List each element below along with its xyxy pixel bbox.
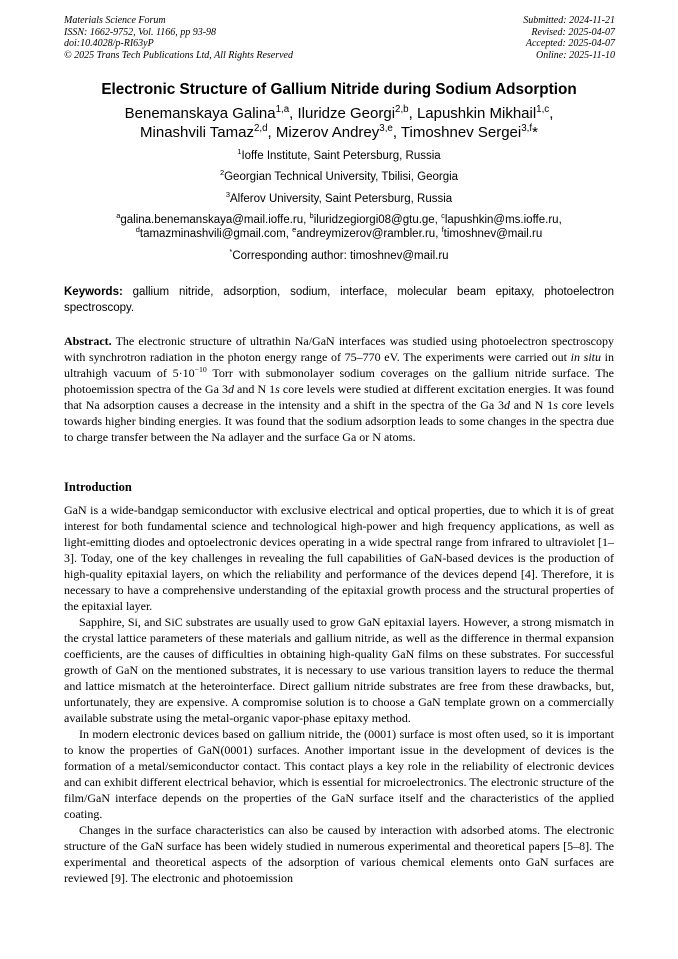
email-link[interactable]: $^f$timoshnev@mail.ru [441, 225, 543, 240]
email-link[interactable]: $^a$galina.benemanskaya@mail.ioffe.ru [116, 211, 304, 226]
paragraph: Sapphire, Si, and SiC substrates are usually used to grow GaN epitaxial layers. However, a strong mismatch in the crystal lattice parameters of these materials and gallium nitride, as well as the difference in thermal expansion coefficients, are the causes of difficulties in obtaining high-quality GaN films on these substrates. For successful growth of GaN on the mentioned substrates, it is necessary to use various transition layers to reduce the thermal and lattice mismatch at the heterointerface. Direct gallium nitride substrates are free from these drawbacks, but, unfortunately, they are expensive. A compromise solution is to choose a GaN template grown on a commercially available substrate using the metal-organic vapor-phase epitaxy method. [64, 615, 614, 725]
journal-info [64, 15, 293, 61]
email-link[interactable]: $^d$tamazminashvili@gmail.com [135, 225, 286, 240]
email-link[interactable]: $^b$iluridzegiorgi08@gtu.ge [309, 211, 435, 226]
email-list: $^a$galina.benemanskaya@mail.ioffe.ru, $^b$iluridzegiorgi08@gtu.ge, $^c$lapushkin@ms.ioffe.ru, $^d$tamazminashvili@gmail.com, $^e$andreymizerov@rambler.ru, $^f$timoshnev@mail.ru [116, 211, 562, 240]
author-list: Benemanskaya Galina$^{1,a}$, Iluridze Georgi$^{2,b}$, Lapushkin Mikhail$^{1,c}$, Minashvili Tamaz$^{2,d}$, Mizerov Andrey$^{3,e}$, Timoshnev Sergei$^{3,f}$* [124, 104, 554, 141]
author: Minashvili Tamaz$^{2,d}$ [140, 123, 268, 141]
author: Benemanskaya Galina$^{1,a}$ [124, 104, 290, 122]
corresponding-author: *Corresponding author: timoshnev@mail.ru [229, 247, 449, 262]
paper-title: Electronic Structure of Gallium Nitride during Sodium Adsorption [101, 81, 577, 98]
author: Mizerov Andrey$^{3,e}$ [275, 123, 393, 141]
journal-issn: ISSN: 1662-9752, Vol. 1166, pp 93-98 [64, 26, 217, 38]
keywords [64, 284, 614, 316]
date-revised: Revised: 2025-04-07 [531, 26, 615, 38]
date-online: Online: 2025-11-10 [536, 49, 615, 61]
author: Iluridze Georgi$^{2,b}$ [297, 104, 409, 122]
section-title-introduction: Introduction [64, 480, 132, 494]
paragraph: Changes in the surface characteristics can also be caused by interaction with adsorbed atoms. The electronic structure of the GaN surface has been widely studied in numerous experimental and theoretical papers [5–8]. The experimental and theoretical aspects of the adsorption of various chemical elements onto GaN surfaces are reviewed [9]. The electronic and photoemission [64, 823, 614, 885]
date-accepted: Accepted: 2025-04-07 [525, 38, 615, 49]
introduction-body [64, 502, 614, 886]
keywords-label: Keywords: [64, 286, 123, 298]
journal-doi: doi:10.4028/p-RI63yP [64, 38, 154, 49]
author: Timoshnev Sergei$^{3,f}$* [400, 123, 538, 141]
author: Lapushkin Mikhail$^{1,c}$ [416, 104, 550, 122]
email-link[interactable]: $^e$andreymizerov@rambler.ru [292, 225, 436, 240]
article-dates [523, 15, 615, 61]
journal-name: Materials Science Forum [64, 15, 166, 26]
keywords-text: gallium nitride, adsorption, sodium, interface, molecular beam epitaxy, photoelectron spectroscopy. [64, 286, 614, 314]
affiliation: $^1$Ioffe Institute, Saint Petersburg, Russia [237, 147, 441, 162]
abstract-label: Abstract. [64, 334, 112, 348]
email-link[interactable]: $^c$lapushkin@ms.ioffe.ru [441, 211, 559, 226]
date-submitted: Submitted: 2024-11-21 [523, 15, 615, 26]
journal-copyright: © 2025 Trans Tech Publications Ltd, All Rights Reserved [64, 49, 293, 61]
affiliation: $^2$Georgian Technical University, Tbilisi, Georgia [219, 168, 459, 183]
paragraph: GaN is a wide-bandgap semiconductor with exclusive electrical and optical properties, due to which it is of great interest for both fundamental science and technological high-power and high frequency applications, as well as light-emitting diodes and optoelectronic devices operating in a wide spectral range from infrared to ultraviolet [1–3]. Today, one of the key challenges in revealing the full capabilities of GaN-based devices is the production of high-quality epitaxial layers, on which the reliability and performance of the devices depend [4]. Therefore, it is necessary to have a comprehensive understanding of the epitaxial growth process and the structural properties of the epitaxial layer. [64, 503, 614, 613]
affiliation: $^3$Alferov University, Saint Petersburg, Russia [225, 190, 453, 205]
abstract: Abstract. The electronic structure of ultrathin Na/GaN interfaces was studied using photoelectron spectroscopy with synchrotron radiation in the photon energy range of 75–770 eV. The experiments were carried out in situ in ultrahigh vacuum of $5\cdot 10^{-10}$ Torr with submonolayer sodium coverages on the gallium nitride surface. The photoemission spectra of the Ga 3d and N 1s core levels were studied at different excitation energies. It was found that Na adsorption causes a decrease in the intensity and a shift in the spectra of the Ga 3d and N 1s core levels towards higher binding energies. It was found that the sodium adsorption leads to some changes in the spectra due to charge transfer between the Na adlayer and the surface Ga or N atoms. [64, 334, 615, 444]
paragraph: In modern electronic devices based on gallium nitride, the (0001) surface is most often used, so it is important to know the properties of GaN(0001) surfaces. Another important issue in the development of devices is the formation of a metal/semiconductor contact. This contact plays a key role in the reliability of electronic devices and can exhibit different electrical behavior, which is essential for microelectronics. The electronic structure of the film/GaN interface depends on the properties of the GaN surface itself and the characteristics of the applied coating. [64, 727, 614, 821]
